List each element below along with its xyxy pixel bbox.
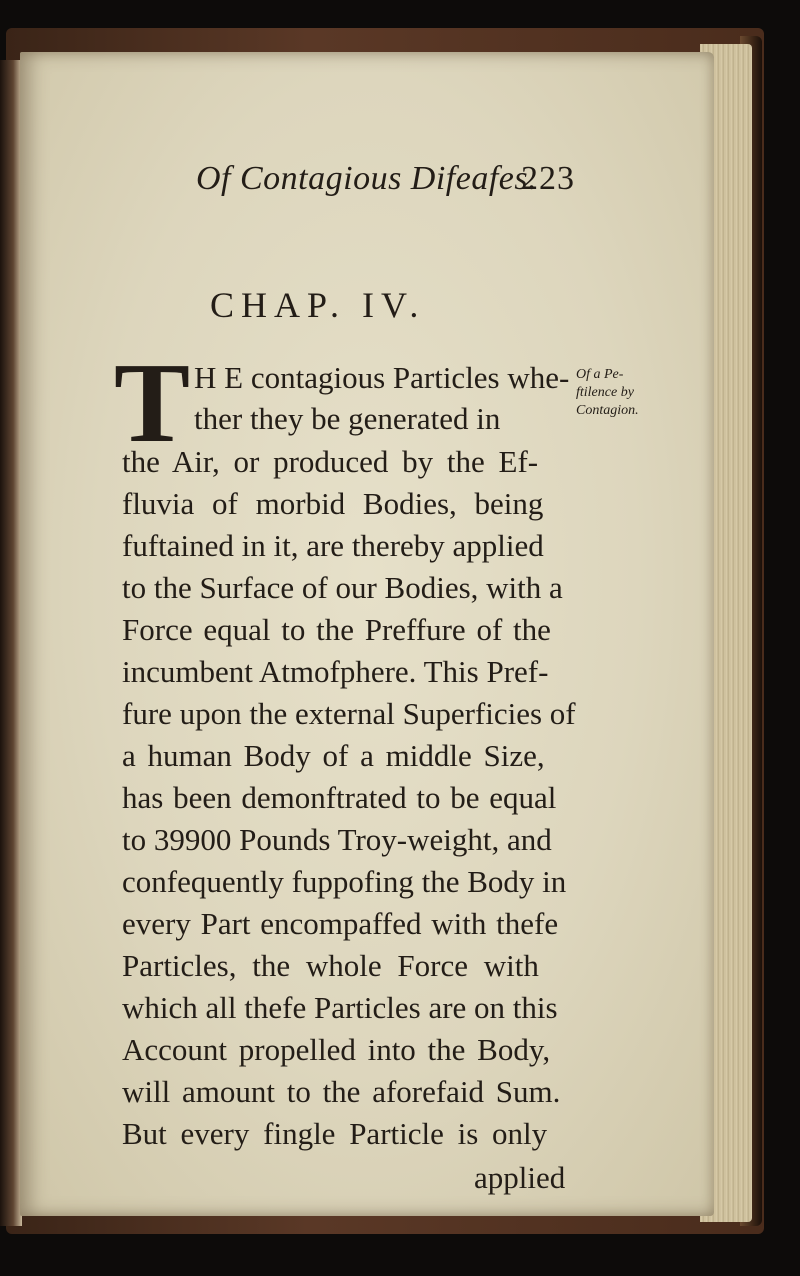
body-line: the Air, or produced by the Ef- (122, 444, 539, 479)
body-line: every Part encompaffed with thefe (122, 906, 559, 941)
catchword: applied (474, 1160, 566, 1195)
margin-note-line: Contagion. (576, 403, 639, 418)
page-number: 223 (521, 160, 575, 197)
margin-note-line: ftilence by (576, 385, 634, 400)
body-line: fuftained in it, are thereby applied (122, 528, 544, 563)
body-line: which all thefe Particles are on this (122, 990, 558, 1025)
body-line: to 39900 Pounds Troy-weight, and (122, 822, 552, 857)
body-line: H E contagious Particles whe- (194, 360, 570, 395)
body-line: Force equal to the Preffure of the (122, 612, 551, 647)
body-line: to the Surface of our Bodies, with a (122, 570, 563, 605)
body-line: Particles, the whole Force with (122, 948, 539, 983)
body-line: confequently fuppofing the Body in (122, 864, 567, 899)
body-line: fluvia of morbid Bodies, being (122, 486, 544, 521)
body-line: Account propelled into the Body, (122, 1032, 551, 1067)
body-line: But every fingle Particle is only (122, 1116, 548, 1151)
body-line: has been demonftrated to be equal (122, 780, 557, 815)
running-head: Of Contagious Difeafes. (196, 160, 538, 197)
body-line: ther they be generated in (194, 401, 501, 436)
margin-note-line: Of a Pe- (576, 367, 624, 382)
body-line: incumbent Atmofphere. This Pref- (122, 654, 549, 689)
chapter-heading: CHAP. IV. (210, 285, 426, 325)
drop-cap: T (114, 339, 191, 466)
body-line: will amount to the aforefaid Sum. (122, 1074, 561, 1109)
facing-page-edge (0, 60, 22, 1226)
body-line: fure upon the external Superficies of (122, 696, 576, 731)
body-line: a human Body of a middle Size, (122, 738, 545, 773)
